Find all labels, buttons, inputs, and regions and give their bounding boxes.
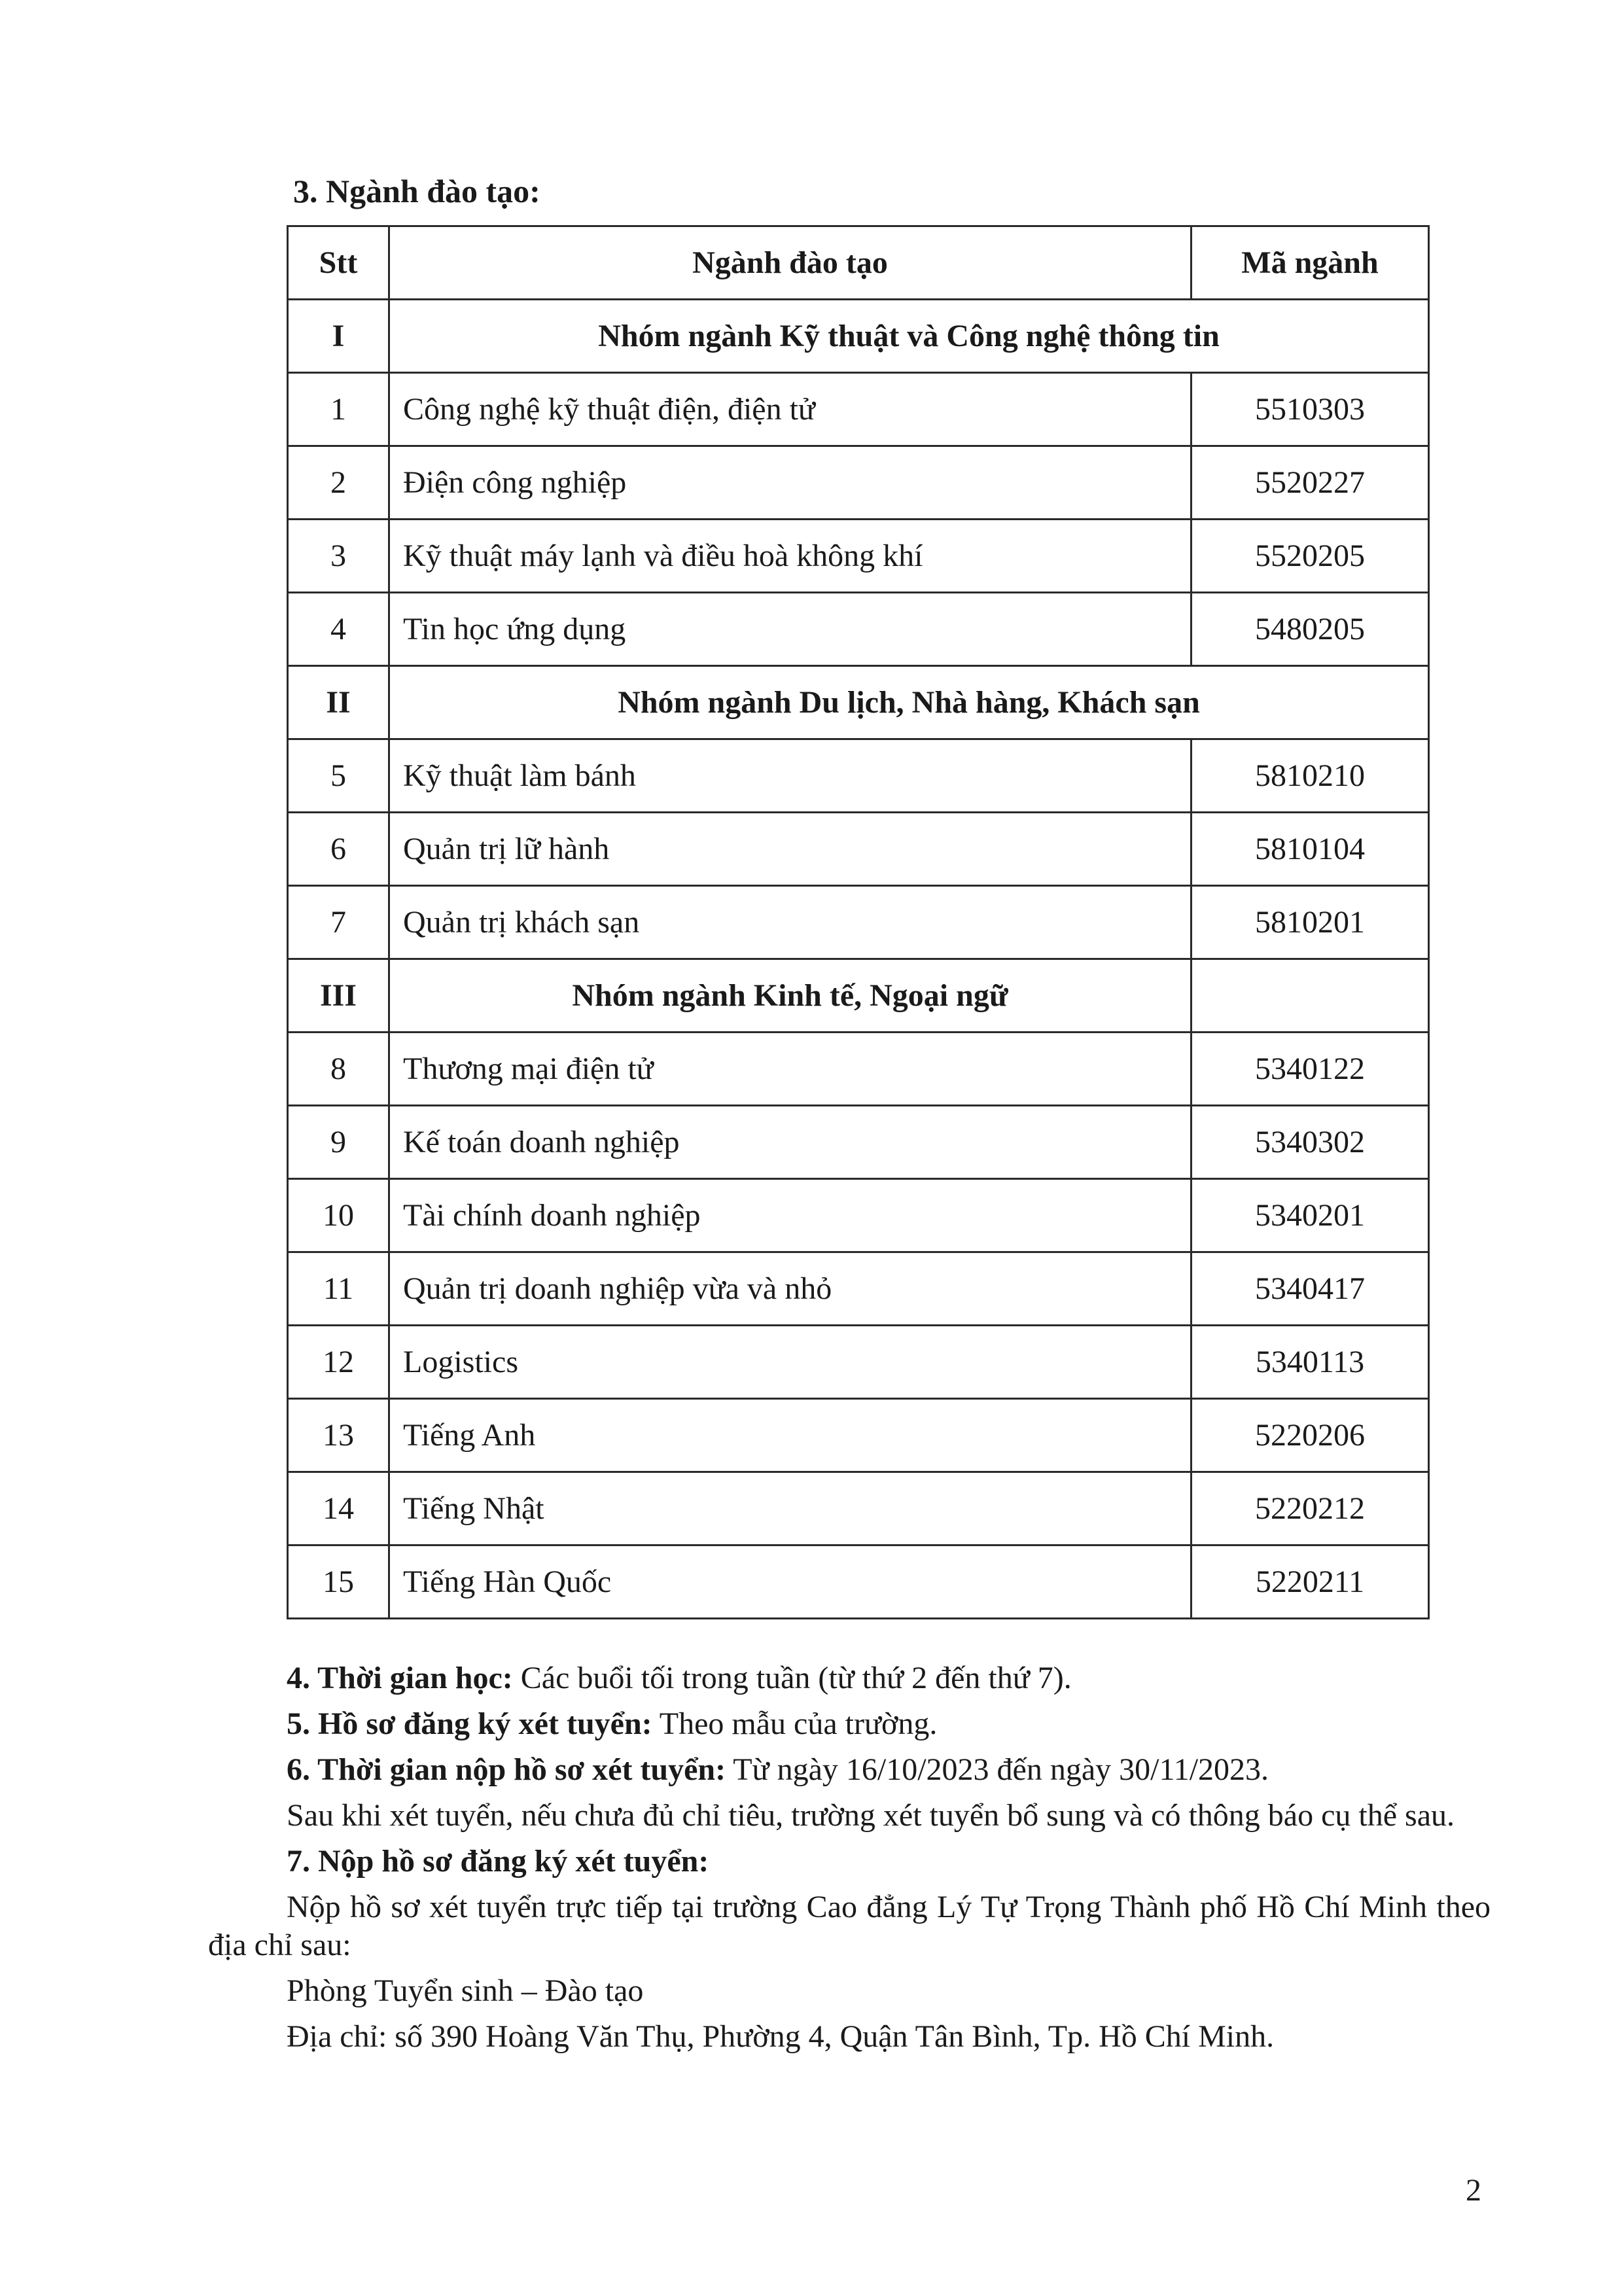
group-roman: II: [288, 666, 389, 739]
table-row: [288, 1252, 1429, 1326]
row-major-code: 5810104: [1192, 813, 1429, 886]
row-major-name: Tiếng Anh: [389, 1399, 1192, 1472]
row-major-code: 5810201: [1192, 886, 1429, 959]
submit-heading: [208, 1843, 1491, 1881]
table-row: [288, 446, 1429, 520]
training-majors-table: [287, 225, 1430, 1619]
row-major-code: 5340122: [1192, 1033, 1429, 1106]
row-major-name: Tiếng Nhật: [389, 1472, 1192, 1545]
row-major-name: Kỹ thuật máy lạnh và điều hoà không khí: [389, 520, 1192, 593]
row-major-name: Tài chính doanh nghiệp: [389, 1179, 1192, 1252]
row-major-code: 5510303: [1192, 373, 1429, 446]
row-stt: 9: [288, 1106, 389, 1179]
study-time-label: 4. Thời gian học:: [287, 1661, 513, 1695]
table-row: [288, 1106, 1429, 1179]
row-stt: 15: [288, 1545, 389, 1619]
row-stt: 6: [288, 813, 389, 886]
group-code-empty: [1192, 959, 1429, 1033]
group-title: Nhóm ngành Kinh tế, Ngoại ngữ: [389, 959, 1192, 1033]
header-major-name: Ngành đào tạo: [389, 226, 1192, 300]
row-major-code: 5810210: [1192, 739, 1429, 813]
table-row: [288, 1179, 1429, 1252]
section-heading: 3. Ngành đào tạo:: [293, 173, 540, 209]
row-stt: 11: [288, 1252, 389, 1326]
row-major-name: Quản trị doanh nghiệp vừa và nhỏ: [389, 1252, 1192, 1326]
office-line: Phòng Tuyển sinh – Đào tạo: [287, 1973, 644, 2008]
row-major-code: 5340302: [1192, 1106, 1429, 1179]
documents-text: Theo mẫu của trường.: [652, 1706, 938, 1741]
row-major-code: 5520205: [1192, 520, 1429, 593]
address-line: Địa chỉ: số 390 Hoàng Văn Thụ, Phường 4, Quận Tân Bình, Tp. Hồ Chí Minh.: [287, 2019, 1275, 2054]
row-stt: 7: [288, 886, 389, 959]
row-stt: 3: [288, 520, 389, 593]
row-stt: 10: [288, 1179, 389, 1252]
group-row: [288, 300, 1429, 373]
row-major-code: 5220212: [1192, 1472, 1429, 1545]
documents-label: 5. Hồ sơ đăng ký xét tuyển:: [287, 1706, 652, 1741]
row-major-code: 5480205: [1192, 593, 1429, 666]
row-stt: 5: [288, 739, 389, 813]
row-major-name: Thương mại điện tử: [389, 1033, 1192, 1106]
table-row: [288, 886, 1429, 959]
row-stt: 13: [288, 1399, 389, 1472]
row-stt: 8: [288, 1033, 389, 1106]
row-stt: 1: [288, 373, 389, 446]
group-roman: I: [288, 300, 389, 373]
table-row: [288, 1399, 1429, 1472]
row-stt: 12: [288, 1326, 389, 1399]
row-major-name: Quản trị khách sạn: [389, 886, 1192, 959]
table-row: [288, 1033, 1429, 1106]
row-major-name: Logistics: [389, 1326, 1192, 1399]
table-row: [288, 813, 1429, 886]
body-text: [208, 1659, 1491, 2056]
row-major-code: 5340201: [1192, 1179, 1429, 1252]
deadline-label: 6. Thời gian nộp hồ sơ xét tuyển:: [287, 1752, 726, 1787]
study-time-paragraph: [208, 1659, 1491, 1697]
table-row: [288, 373, 1429, 446]
group-title: Nhóm ngành Du lịch, Nhà hàng, Khách sạn: [389, 666, 1429, 739]
row-stt: 14: [288, 1472, 389, 1545]
documents-paragraph: [208, 1705, 1491, 1743]
submit-heading-label: 7. Nộp hồ sơ đăng ký xét tuyển:: [287, 1844, 709, 1879]
group-row: [288, 959, 1429, 1033]
table-row: [288, 1326, 1429, 1399]
row-major-name: Công nghệ kỹ thuật điện, điện tử: [389, 373, 1192, 446]
row-major-code: 5340113: [1192, 1326, 1429, 1399]
row-major-name: Kế toán doanh nghiệp: [389, 1106, 1192, 1179]
row-major-code: 5340417: [1192, 1252, 1429, 1326]
header-stt: Stt: [288, 226, 389, 300]
row-major-code: 5520227: [1192, 446, 1429, 520]
group-roman: III: [288, 959, 389, 1033]
table-row: [288, 1545, 1429, 1619]
table-row: [288, 1472, 1429, 1545]
table-row: [288, 520, 1429, 593]
page-number: 2: [1466, 2173, 1481, 2208]
group-title: Nhóm ngành Kỹ thuật và Công nghệ thông tin: [389, 300, 1429, 373]
row-major-name: Tin học ứng dụng: [389, 593, 1192, 666]
table-header-row: [288, 226, 1429, 300]
table-row: [288, 593, 1429, 666]
row-major-name: Điện công nghiệp: [389, 446, 1192, 520]
row-major-name: Quản trị lữ hành: [389, 813, 1192, 886]
row-stt: 2: [288, 446, 389, 520]
row-major-code: 5220211: [1192, 1545, 1429, 1619]
group-row: [288, 666, 1429, 739]
row-major-code: 5220206: [1192, 1399, 1429, 1472]
submit-paragraph: Nộp hồ sơ xét tuyển trực tiếp tại trường Cao đẳng Lý Tự Trọng Thành phố Hồ Chí Minh theo địa chỉ sau:: [208, 1890, 1491, 1962]
row-major-name: Kỹ thuật làm bánh: [389, 739, 1192, 813]
note-paragraph: Sau khi xét tuyển, nếu chưa đủ chỉ tiêu, trường xét tuyển bổ sung và có thông báo cụ thể sau.: [287, 1798, 1455, 1833]
row-major-name: Tiếng Hàn Quốc: [389, 1545, 1192, 1619]
row-stt: 4: [288, 593, 389, 666]
deadline-text: Từ ngày 16/10/2023 đến ngày 30/11/2023.: [726, 1752, 1269, 1787]
header-major-code: Mã ngành: [1192, 226, 1429, 300]
table-row: [288, 739, 1429, 813]
study-time-text: Các buổi tối trong tuần (từ thứ 2 đến thứ 7).: [512, 1661, 1072, 1695]
deadline-paragraph: [208, 1751, 1491, 1789]
